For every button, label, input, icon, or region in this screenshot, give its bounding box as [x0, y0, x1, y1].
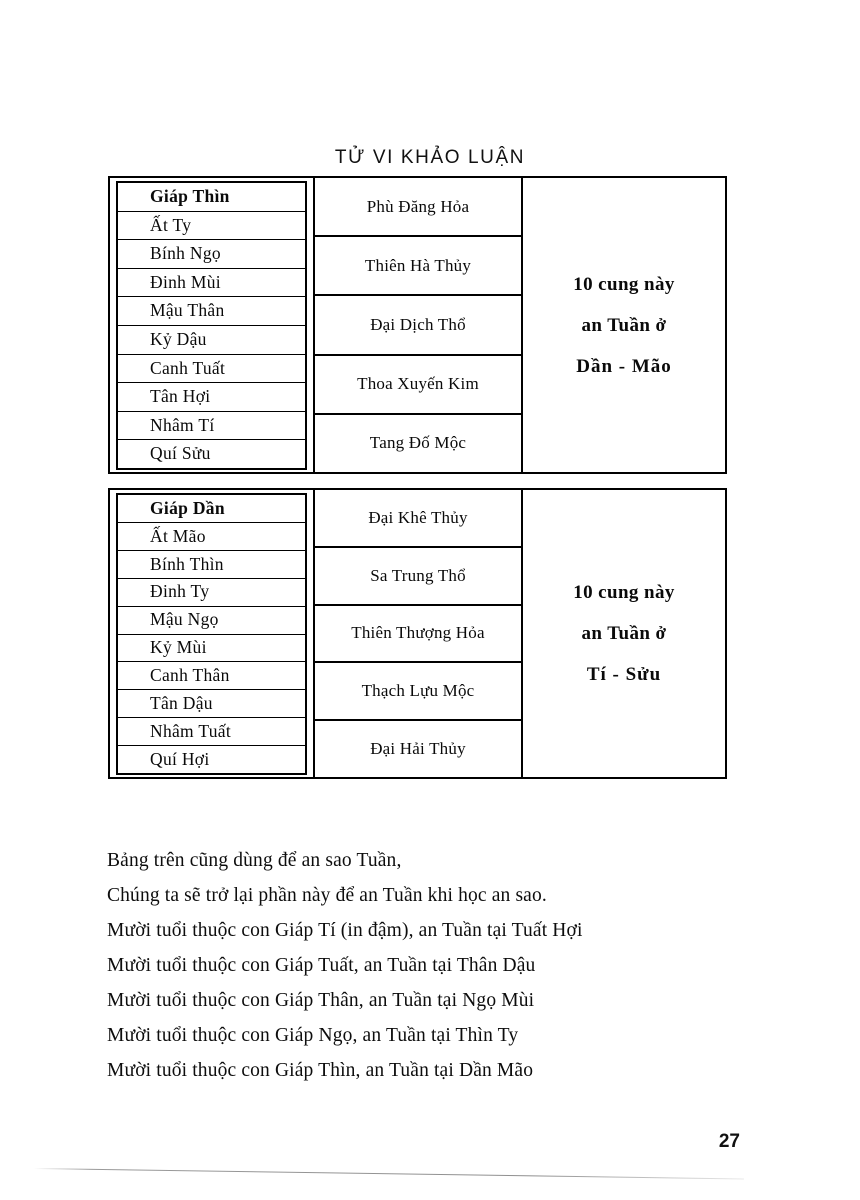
- body-line: Mười tuổi thuộc con Giáp Thân, an Tuần tại Ngọ Mùi: [107, 990, 535, 1011]
- table-cell-element: Thiên Hà Thủy: [315, 237, 521, 296]
- table-cell-element: Thạch Lựu Mộc: [315, 663, 521, 721]
- table-row: Canh Thân: [116, 662, 307, 691]
- table-row: Canh Tuất: [116, 355, 307, 385]
- note-line: 10 cung này: [573, 273, 675, 295]
- body-line: Mười tuổi thuộc con Giáp Tí (in đậm), an Tuần tại Tuất Hợi: [107, 920, 583, 941]
- page-number: 27: [718, 1131, 740, 1152]
- table-row: Tân Dậu: [116, 690, 307, 719]
- table-row: Nhâm Tí: [116, 412, 307, 442]
- scan-artifact-line: [34, 1168, 744, 1180]
- table-cell-element: Tang Đố Mộc: [315, 415, 521, 472]
- body-line: Mười tuổi thuộc con Giáp Tuất, an Tuần tại Thân Dậu: [107, 955, 536, 976]
- table-row: Bính Thìn: [116, 551, 307, 580]
- note-line: an Tuần ở: [581, 314, 667, 336]
- table-row: Ất Mão: [116, 523, 307, 552]
- table-row: Ất Ty: [116, 212, 307, 242]
- sexagenary-table-1: [108, 176, 727, 474]
- table-row: Tân Hợi: [116, 383, 307, 413]
- table-row: Giáp Thìn: [116, 181, 307, 213]
- note-line: an Tuần ở: [581, 623, 667, 644]
- table-row: Đinh Ty: [116, 579, 307, 608]
- table-cell-element: Đại Khê Thủy: [315, 490, 521, 548]
- table-1-note-column: [523, 178, 725, 472]
- note-line: Dần - Mão: [576, 355, 672, 377]
- table-row: Nhâm Tuất: [116, 718, 307, 747]
- table-1-element-column: [315, 178, 523, 472]
- table-cell-element: Đại Dịch Thổ: [315, 296, 521, 355]
- table-cell-element: Thiên Thượng Hỏa: [315, 606, 521, 664]
- table-row: Quí Hợi: [116, 746, 307, 775]
- table-row: Quí Sửu: [116, 440, 307, 470]
- running-head: TỬ VI KHẢO LUẬN: [334, 147, 526, 168]
- table-row: Kỷ Mùi: [116, 635, 307, 664]
- table-cell-element: Phù Đăng Hỏa: [315, 178, 521, 237]
- table-cell-element: Thoa Xuyến Kim: [315, 356, 521, 415]
- table-row: Đinh Mùi: [116, 269, 307, 299]
- table-2-branch-column: [110, 490, 315, 777]
- body-line: Chúng ta sẽ trở lại phần này để an Tuần khi học an sao.: [107, 885, 547, 906]
- table-row: Mậu Ngọ: [116, 607, 307, 636]
- table-row: Bính Ngọ: [116, 240, 307, 270]
- sexagenary-table-2: [108, 488, 727, 779]
- body-text-block: [107, 843, 767, 1088]
- body-line: Mười tuổi thuộc con Giáp Thìn, an Tuần tại Dần Mão: [107, 1060, 534, 1081]
- table-cell-element: Đại Hải Thủy: [315, 721, 521, 777]
- table-cell-element: Sa Trung Thổ: [315, 548, 521, 606]
- note-line: Tí - Sửu: [586, 664, 662, 685]
- table-2-note-column: [523, 490, 725, 777]
- table-row: Giáp Dần: [116, 493, 307, 524]
- body-line: Bảng trên cũng dùng để an sao Tuần,: [107, 850, 402, 871]
- table-row: Kỷ Dậu: [116, 326, 307, 356]
- table-row: Mậu Thân: [116, 297, 307, 327]
- table-2-element-column: [315, 490, 523, 777]
- note-line: 10 cung này: [573, 582, 675, 603]
- body-line: Mười tuổi thuộc con Giáp Ngọ, an Tuần tại Thìn Ty: [107, 1025, 519, 1046]
- table-1-branch-column: [110, 178, 315, 472]
